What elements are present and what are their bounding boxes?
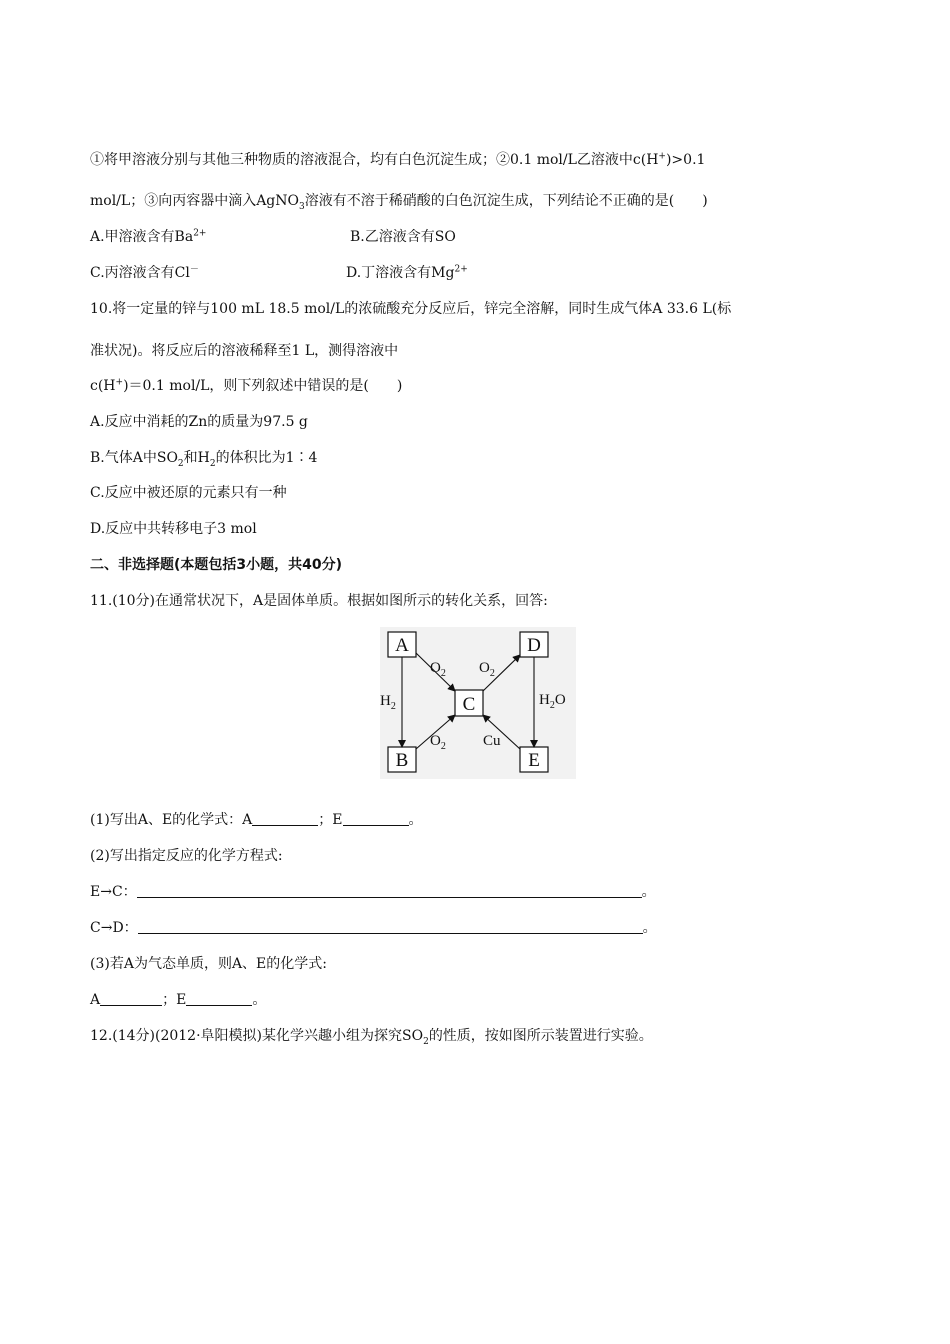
label-o2-a-to-c: $O_2$ <box>430 660 446 679</box>
q10-stem-line-1: 10.将一定量的锌与100 mL 18.5 mol/L的浓硫酸充分反应后，锌完全溶解，同时生成气体A 33.6 L(标 <box>90 301 732 317</box>
label-cu-e-to-c: Cu <box>483 733 501 749</box>
node-d-label: D <box>527 635 541 656</box>
q11-part-2: (2)写出指定反应的化学方程式: <box>90 848 283 864</box>
q10-option-b: B.气体A中$SO_2$和$H_2$的体积比为1∶4 <box>90 450 318 469</box>
q9-stem-line-1: ①将甲溶液分别与其他三种物质的溶液混合，均有白色沉淀生成；②0.1 mol/L乙溶液中c(H+)>0.1 <box>90 151 706 168</box>
q9-option-a: A.甲溶液含有$Ba^{2+}$ <box>90 228 207 245</box>
answer-blank-gas-a[interactable] <box>100 991 162 1006</box>
q11-part-2-c-to-d: C→D： 。 <box>90 920 657 936</box>
q10-stem-line-3: c(H+)＝0.1 mol/L，则下列叙述中错误的是( ) <box>90 377 403 394</box>
q10-option-a: A.反应中消耗的Zn的质量为97.5 g <box>90 414 308 430</box>
q9-option-d: D.丁溶液含有$Mg^{2+}$ <box>346 264 468 281</box>
answer-blank-e[interactable] <box>343 811 409 826</box>
q12-stem: 12.(14分)(2012·阜阳模拟)某化学兴趣小组为探究$SO_2$的性质，按如图所示装置进行实验。 <box>90 1028 653 1047</box>
q11-stem: 11.(10分)在通常状况下，A是固体单质。根据如图所示的转化关系，回答: <box>90 593 548 609</box>
node-c-label: C <box>462 694 476 715</box>
q11-part-2-e-to-c: E→C： 。 <box>90 884 656 900</box>
q10-stem-line-2: 准状况)。将反应后的溶液稀释至1 L，测得溶液中 <box>90 343 399 359</box>
q11-part-3: (3)若A为气态单质，则A、E的化学式: <box>90 956 327 972</box>
q9-option-c: C.丙溶液含有Cl－ <box>90 264 199 281</box>
label-h2-a-to-b: $H_2$ <box>380 693 396 712</box>
answer-blank-e-to-c[interactable] <box>137 883 642 898</box>
q11-part-3-answers: A ；E 。 <box>90 992 267 1008</box>
q9-stem-line-2: mol/L；③向丙容器中滴入AgNO$_3$溶液有不溶于稀硝酸的白色沉淀生成，下列结论不正确的是( ) <box>90 193 708 212</box>
section-2-heading: 二、非选择题(本题包括3小题，共40分) <box>90 557 343 573</box>
conversion-diagram <box>380 627 576 779</box>
answer-blank-c-to-d[interactable] <box>138 919 643 934</box>
node-b-label: B <box>395 750 409 771</box>
node-e-label: E <box>528 750 540 771</box>
label-o2-b-to-c: $O_2$ <box>430 733 446 752</box>
q10-option-d: D.反应中共转移电子3 mol <box>90 521 257 537</box>
answer-blank-a[interactable] <box>252 811 318 826</box>
label-h2o-d-to-e: $H_2O$ <box>539 692 566 711</box>
node-a-label: A <box>395 635 409 656</box>
q9-option-b: B.乙溶液含有SO <box>350 229 456 245</box>
label-o2-c-to-d: $O_2$ <box>479 660 495 679</box>
q10-option-c: C.反应中被还原的元素只有一种 <box>90 485 287 501</box>
q11-part-1: (1)写出A、E的化学式：A ；E 。 <box>90 812 423 828</box>
answer-blank-gas-e[interactable] <box>186 991 252 1006</box>
